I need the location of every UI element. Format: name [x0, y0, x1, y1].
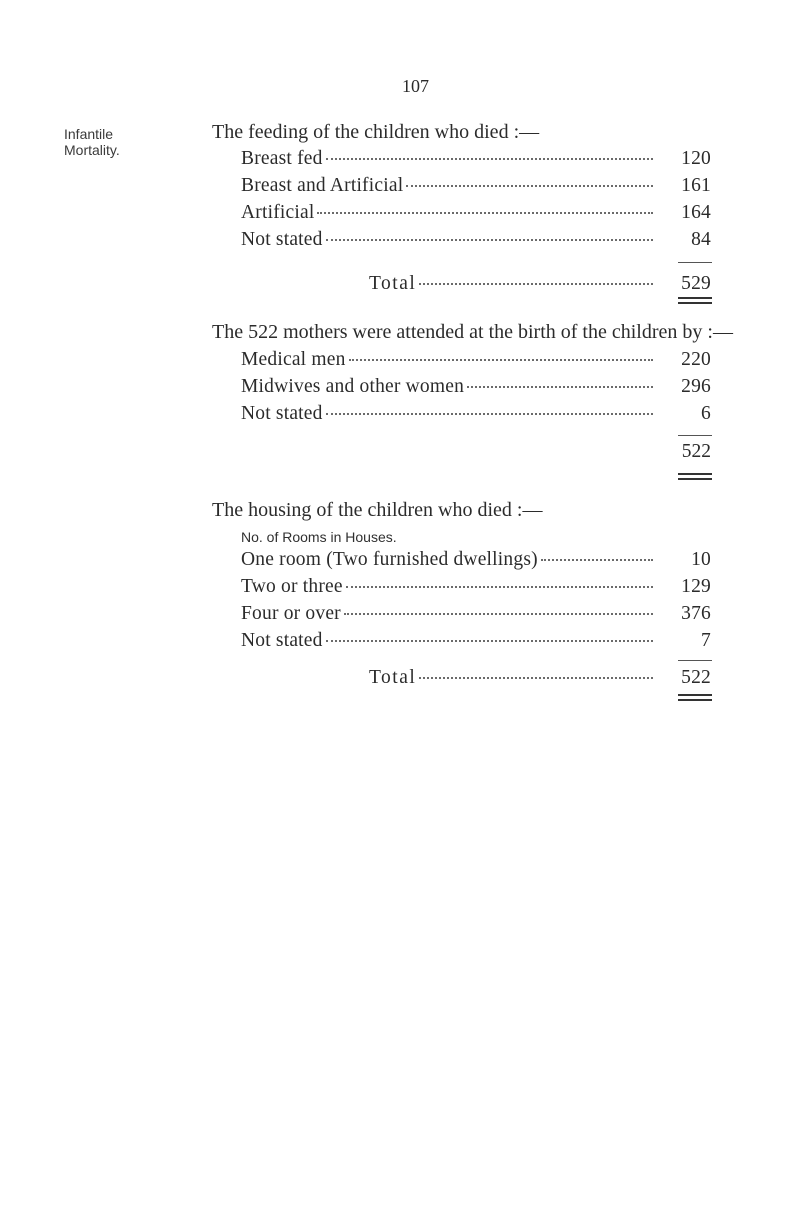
mothers-row	[241, 376, 711, 402]
row-value: 296	[681, 376, 711, 397]
margin-note-line: Infantile	[64, 126, 114, 142]
page-number: 107	[402, 76, 429, 96]
feeding-total-row	[369, 273, 711, 299]
housing-row	[241, 630, 711, 656]
row-value: 6	[701, 403, 711, 424]
dot-leader	[326, 158, 653, 160]
housing-row	[241, 576, 711, 602]
feeding-row	[241, 175, 711, 201]
sum-rule	[678, 435, 712, 436]
row-value: 129	[681, 576, 711, 597]
housing-total-row	[369, 667, 711, 693]
row-label: Midwives and other women	[241, 376, 465, 397]
total-value: 529	[681, 273, 711, 294]
row-label: Not stated	[241, 229, 323, 250]
dot-leader	[326, 413, 653, 415]
double-rule	[678, 694, 712, 701]
row-label: Breast fed	[241, 148, 323, 169]
row-value: 161	[681, 175, 711, 196]
dot-leader	[326, 239, 653, 241]
total-label: Total	[369, 667, 417, 688]
feeding-row	[241, 202, 711, 228]
margin-note-line: Mortality.	[64, 142, 120, 158]
dot-leader	[346, 586, 653, 588]
row-label: Breast and Artificial	[241, 175, 404, 196]
housing-heading: The housing of the children who died :—	[212, 499, 543, 521]
row-value: 220	[681, 349, 711, 370]
dot-leader	[419, 677, 653, 679]
dot-leader	[317, 212, 653, 214]
sum-rule	[678, 660, 712, 661]
dot-leader	[344, 613, 653, 615]
row-label: Not stated	[241, 403, 323, 424]
row-label: One room (Two furnished dwellings)	[241, 549, 538, 570]
mothers-heading: The 522 mothers were attended at the birth of the children by :—	[212, 321, 733, 343]
dot-leader	[467, 386, 653, 388]
dot-leader	[406, 185, 653, 187]
feeding-row	[241, 148, 711, 174]
housing-row	[241, 549, 711, 575]
double-rule	[678, 297, 712, 304]
housing-row	[241, 603, 711, 629]
total-label: Total	[369, 273, 417, 294]
sum-rule	[678, 262, 712, 263]
row-label: Not stated	[241, 630, 323, 651]
row-label: Medical men	[241, 349, 346, 370]
dot-leader	[349, 359, 653, 361]
row-value: 120	[681, 148, 711, 169]
row-value: 164	[681, 202, 711, 223]
housing-sub-heading: No. of Rooms in Houses.	[241, 529, 397, 545]
dot-leader	[419, 283, 653, 285]
dot-leader	[541, 559, 653, 561]
row-label: Four or over	[241, 603, 341, 624]
feeding-heading: The feeding of the children who died :—	[212, 121, 540, 143]
margin-note	[64, 126, 120, 158]
row-label: Artificial	[241, 202, 315, 223]
double-rule	[678, 473, 712, 480]
mothers-row	[241, 349, 711, 375]
row-value: 376	[681, 603, 711, 624]
row-value: 10	[691, 549, 711, 570]
row-label: Two or three	[241, 576, 343, 597]
feeding-row	[241, 229, 711, 255]
dot-leader	[326, 640, 653, 642]
row-value: 84	[691, 229, 711, 250]
mothers-total-value: 522	[681, 441, 711, 462]
total-value: 522	[681, 667, 711, 688]
row-value: 7	[701, 630, 711, 651]
mothers-row	[241, 403, 711, 429]
